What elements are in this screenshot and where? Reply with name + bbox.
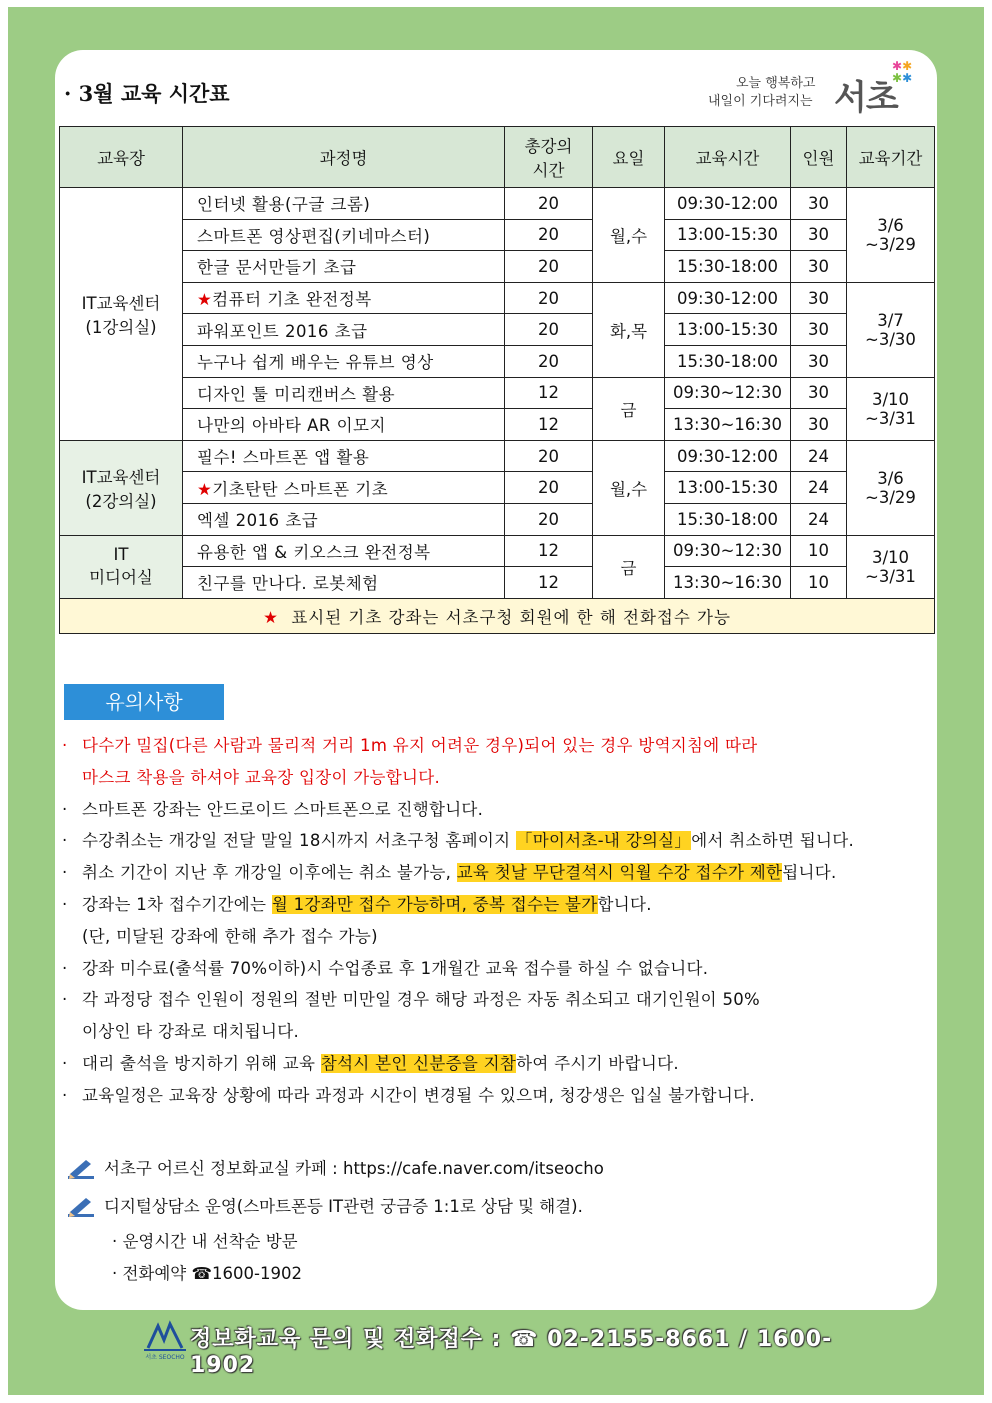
notice-item: · 취소 기간이 지난 후 개강일 이후에는 취소 불가능, 교육 첫날 무단결석시 익월 수강 접수가 제한됩니다. [62, 863, 837, 883]
time-cell: 09:30-12:00 [665, 188, 791, 220]
period-cell: 3/6 ~3/29 [847, 440, 935, 535]
page-title: · 3월 교육 시간표 [64, 81, 230, 106]
people-cell: 30 [791, 409, 847, 441]
hours-cell: 20 [505, 219, 593, 251]
footer [140, 1318, 880, 1378]
hours-cell: 12 [505, 535, 593, 567]
highlight: 월 1강좌만 접수 가능하며, 중복 접수는 불가 [271, 894, 598, 914]
logo-slogan-1: 오늘 행복하고 [736, 76, 816, 91]
hours-cell: 20 [505, 251, 593, 283]
table-row [60, 282, 935, 314]
course-cell: ★컴퓨터 기초 완전정복 [183, 282, 505, 314]
venue-cell: IT교육센터 (1강의실) [60, 188, 183, 441]
table-footnote: ★ 표시된 기초 강좌는 서초구청 회원에 한 해 전화접수 가능 [60, 598, 935, 633]
people-cell: 30 [791, 251, 847, 283]
day-cell: 금 [593, 535, 665, 598]
table-row [60, 188, 935, 220]
day-cell: 월,수 [593, 440, 665, 535]
hours-cell: 20 [505, 282, 593, 314]
info-sub-item: · 전화예약 ☎1600-1902 [112, 1264, 302, 1283]
course-cell: 디자인 툴 미리캔버스 활용 [183, 377, 505, 409]
day-cell: 월,수 [593, 188, 665, 283]
notice-item: · 각 과정당 접수 인원이 정원의 절반 미만일 경우 해당 과정은 자동 취소되고 대기인원이 50% [62, 990, 761, 1010]
hours-cell: 12 [505, 377, 593, 409]
notice-badge: 유의사항 [64, 684, 224, 720]
period-cell: 3/7 ~3/30 [847, 282, 935, 377]
notice-item: 이상인 타 강좌로 대치됩니다. [82, 1022, 300, 1042]
time-cell: 15:30-18:00 [665, 345, 791, 377]
table-row [60, 377, 935, 409]
period-cell: 3/10 ~3/31 [847, 377, 935, 440]
footer-contact: 정보화교육 문의 및 전화접수 : ☎ 02-2155-8661 / 1600-1902 [190, 1327, 833, 1378]
notice-item: 마스크 착용을 하셔야 교육장 입장이 가능합니다. [82, 767, 441, 787]
day-cell: 금 [593, 377, 665, 440]
highlight: 참석시 본인 신분증을 지참 [320, 1053, 517, 1073]
notice-item: · 다수가 밀집(다른 사람과 물리적 거리 1m 유지 어려운 경우)되어 있는 경우 방역지침에 따라 [62, 736, 758, 755]
course-cell: 한글 문서만들기 초급 [183, 251, 505, 283]
course-cell: ★기초탄탄 스마트폰 기초 [183, 472, 505, 504]
people-cell: 10 [791, 535, 847, 567]
time-cell: 15:30-18:00 [665, 503, 791, 535]
hours-cell: 12 [505, 567, 593, 599]
venue-cell: IT 미디어실 [60, 535, 183, 598]
course-cell: 인터넷 활용(구글 크롬) [183, 188, 505, 220]
course-cell: 누구나 쉽게 배우는 유튜브 영상 [183, 345, 505, 377]
seocho-logo [702, 59, 922, 118]
course-cell: 스마트폰 영상편집(키네마스터) [183, 219, 505, 251]
notice-item: · 스마트폰 강좌는 안드로이드 스마트폰으로 진행합니다. [62, 799, 484, 819]
notice-item: (단, 미달된 강좌에 한해 추가 접수 가능) [82, 926, 378, 946]
info-sub-item: · 운영시간 내 선착순 방문 [112, 1232, 298, 1251]
pencil-icon [66, 1197, 96, 1219]
time-cell: 09:30-12:00 [665, 440, 791, 472]
notice-item: · 강좌는 1차 접수기간에는 월 1강좌만 접수 가능하며, 중복 접수는 불가합니다. [62, 894, 652, 914]
course-cell: 파워포인트 2016 초급 [183, 314, 505, 346]
pencil-icon [66, 1159, 96, 1181]
table-row [60, 567, 935, 599]
time-cell: 13:00-15:30 [665, 314, 791, 346]
header-venue: 교육장 [60, 127, 183, 188]
table-row [60, 409, 935, 441]
hours-cell: 20 [505, 440, 593, 472]
sparkle-icon: ✱✱ ✱✱ [892, 59, 913, 85]
people-cell: 30 [791, 188, 847, 220]
table-row [60, 219, 935, 251]
people-cell: 24 [791, 472, 847, 504]
header-course: 과정명 [183, 127, 505, 188]
course-cell: 엑셀 2016 초급 [183, 503, 505, 535]
table-row [60, 345, 935, 377]
table-row [60, 503, 935, 535]
people-cell: 10 [791, 567, 847, 599]
hours-cell: 20 [505, 472, 593, 504]
seocho-emblem-icon [140, 1318, 190, 1362]
highlight: 교육 첫날 무단결석시 익월 수강 접수가 제한 [456, 863, 783, 883]
people-cell: 30 [791, 219, 847, 251]
time-cell: 13:30~16:30 [665, 409, 791, 441]
period-cell: 3/6 ~3/29 [847, 188, 935, 283]
table-row [60, 535, 935, 567]
course-cell: 필수! 스마트폰 앱 활용 [183, 440, 505, 472]
table-row [60, 472, 935, 504]
info-digital: 디지털상담소 운영(스마트폰등 IT관련 궁금증 1:1로 상담 및 해결). [66, 1188, 604, 1226]
footer-logo-text: 서초 SEOCHO [145, 1354, 185, 1361]
notice-item: · 수강취소는 개강일 전달 말일 18시까지 서초구청 홈페이지 「마이서초-내 강의실」에서 취소하면 됩니다. [62, 831, 855, 851]
hours-cell: 20 [505, 188, 593, 220]
table-row [60, 440, 935, 472]
people-cell: 24 [791, 440, 847, 472]
notice-list [62, 732, 932, 1114]
hours-cell: 12 [505, 409, 593, 441]
time-cell: 09:30~12:30 [665, 377, 791, 409]
people-cell: 30 [791, 314, 847, 346]
time-cell: 13:00-15:30 [665, 472, 791, 504]
notice-item: · 강좌 미수료(출석률 70%이하)시 수업종료 후 1개월간 교육 접수를 하실 수 없습니다. [62, 958, 709, 978]
table-footnote-row [60, 598, 935, 633]
header-day: 요일 [593, 127, 665, 188]
star-icon: ★ [263, 607, 279, 627]
notice-item: · 교육일정은 교육장 상황에 따라 과정과 시간이 변경될 수 있으며, 청강생은 입실 불가합니다. [62, 1085, 755, 1105]
venue-cell: IT교육센터 (2강의실) [60, 440, 183, 535]
time-cell: 13:30~16:30 [665, 567, 791, 599]
people-cell: 30 [791, 282, 847, 314]
table-header-row [60, 127, 935, 188]
info-cafe: 서초구 어르신 정보화교실 카페 : https://cafe.naver.com/itseocho [66, 1150, 604, 1188]
info-section [66, 1150, 604, 1290]
schedule-table [59, 126, 935, 634]
header-people: 인원 [791, 127, 847, 188]
header-period: 교육기간 [847, 127, 935, 188]
course-cell: 친구를 만나다. 로봇체험 [183, 567, 505, 599]
time-cell: 09:30-12:00 [665, 282, 791, 314]
table-row [60, 314, 935, 346]
highlight: 「마이서초-내 강의실」 [515, 831, 692, 851]
hours-cell: 20 [505, 503, 593, 535]
time-cell: 15:30-18:00 [665, 251, 791, 283]
table-row [60, 251, 935, 283]
logo-slogan-2: 내일이 기다려지는 [708, 94, 813, 109]
course-cell: 유용한 앱 & 키오스크 완전정복 [183, 535, 505, 567]
day-cell: 화,목 [593, 282, 665, 377]
time-cell: 13:00-15:30 [665, 219, 791, 251]
notice-item: · 대리 출석을 방지하기 위해 교육 참석시 본인 신분증을 지참하여 주시기 바랍니다. [62, 1053, 679, 1073]
course-cell: 나만의 아바타 AR 이모지 [183, 409, 505, 441]
people-cell: 30 [791, 377, 847, 409]
header-hours: 총강의 시간 [505, 127, 593, 188]
hours-cell: 20 [505, 314, 593, 346]
people-cell: 30 [791, 345, 847, 377]
header-time: 교육시간 [665, 127, 791, 188]
hours-cell: 20 [505, 345, 593, 377]
logo-wordmark: 서초 [834, 78, 898, 118]
period-cell: 3/10 ~3/31 [847, 535, 935, 598]
time-cell: 09:30~12:30 [665, 535, 791, 567]
people-cell: 24 [791, 503, 847, 535]
